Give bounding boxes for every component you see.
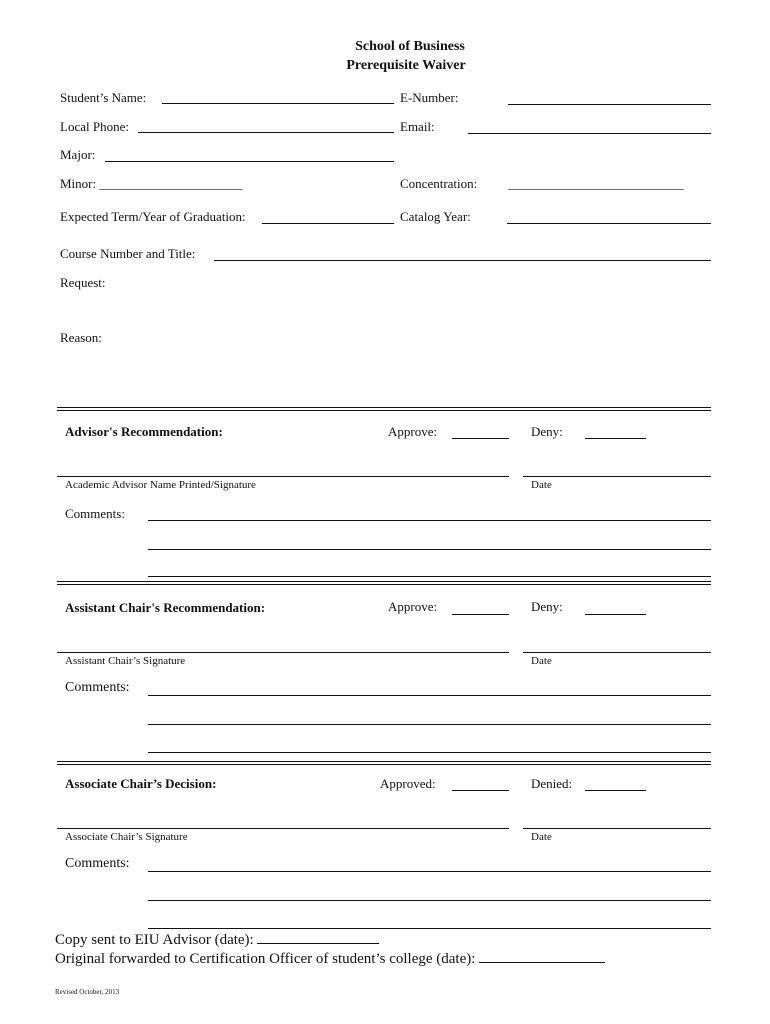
advisor-deny-label: Deny:: [531, 424, 563, 439]
catalog-year-field[interactable]: [507, 210, 711, 224]
catalog-year-label: Catalog Year:: [400, 209, 471, 224]
associate-chair-heading: Associate Chair’s Decision:: [65, 776, 217, 791]
original-forwarded-line: [55, 949, 605, 968]
associate-chair-approved-field[interactable]: [452, 777, 509, 791]
assistant-chair-comment-line[interactable]: [148, 752, 711, 753]
associate-chair-denied-field[interactable]: [585, 777, 646, 791]
section-divider-advisor: [57, 407, 711, 411]
enumber-label: E-Number:: [400, 90, 459, 105]
advisor-approve-label: Approve:: [388, 424, 438, 439]
associate-chair-comment-line[interactable]: [148, 900, 711, 901]
advisor-deny-field[interactable]: [585, 425, 646, 439]
associate-chair-denied-label: Denied:: [531, 776, 573, 791]
assistant-chair-approve-label: Approve:: [388, 599, 438, 614]
major-label: Major:: [60, 147, 96, 162]
assistant-chair-deny-label: Deny:: [531, 599, 563, 614]
advisor-heading: Advisor's Recommendation:: [65, 424, 223, 439]
form-title: Prerequisite Waiver: [346, 58, 466, 73]
advisor-approve-field[interactable]: [452, 425, 509, 439]
assistant-chair-signature-line[interactable]: [57, 652, 509, 653]
concentration-label: Concentration:: [400, 176, 478, 191]
major-field[interactable]: [105, 148, 394, 162]
assistant-chair-date-line[interactable]: [523, 652, 711, 653]
assistant-chair-deny-field[interactable]: [585, 601, 646, 615]
original-forwarded-label: Original forwarded to Certification Officer of student’s college (date):: [55, 951, 476, 967]
associate-chair-signature-line[interactable]: [57, 828, 509, 829]
reason-label: Reason:: [60, 330, 102, 345]
advisor-signature-line[interactable]: [57, 476, 509, 477]
copy-sent-label: Copy sent to EIU Advisor (date):: [55, 932, 254, 948]
copy-sent-line: [55, 930, 379, 949]
associate-chair-approved-label: Approved:: [380, 776, 436, 791]
associate-chair-signature-caption: Associate Chair’s Signature: [65, 831, 188, 843]
assistant-chair-heading: Assistant Chair's Recommendation:: [65, 600, 266, 615]
course-field[interactable]: [214, 247, 711, 261]
assistant-chair-comments-label: Comments:: [65, 680, 130, 695]
advisor-date-line[interactable]: [523, 476, 711, 477]
advisor-signature-caption: Academic Advisor Name Printed/Signature: [65, 479, 256, 491]
assistant-chair-comment-line[interactable]: [148, 724, 711, 725]
course-label: Course Number and Title:: [60, 246, 196, 261]
local-phone-label: Local Phone:: [60, 119, 129, 134]
school-name: School of Business: [355, 39, 465, 54]
local-phone-field[interactable]: [138, 119, 394, 133]
associate-chair-date-line[interactable]: [523, 828, 711, 829]
associate-chair-date-caption: Date: [531, 831, 552, 843]
enumber-field[interactable]: [508, 91, 711, 105]
concentration-field[interactable]: ___________________________: [508, 176, 684, 191]
advisor-comment-line[interactable]: [148, 549, 711, 550]
associate-chair-comments-label: Comments:: [65, 856, 130, 871]
copy-sent-date-field[interactable]: [257, 930, 379, 944]
graduation-field[interactable]: [262, 210, 394, 224]
advisor-comments-label: Comments:: [65, 506, 125, 521]
assistant-chair-approve-field[interactable]: [452, 601, 509, 615]
assistant-chair-comment-line[interactable]: [148, 695, 711, 696]
minor-label[interactable]: Minor: ______________________: [60, 176, 243, 191]
student-name-label: Student’s Name:: [60, 90, 147, 105]
assistant-chair-date-caption: Date: [531, 655, 552, 667]
original-forwarded-date-field[interactable]: [479, 949, 605, 963]
graduation-label: Expected Term/Year of Graduation:: [60, 209, 246, 224]
section-divider-assistant-chair: [57, 581, 711, 585]
revision-note: Revised October, 2013: [55, 988, 120, 996]
associate-chair-comment-line[interactable]: [148, 928, 711, 929]
request-label: Request:: [60, 275, 106, 290]
advisor-comment-line[interactable]: [148, 520, 711, 521]
assistant-chair-signature-caption: Assistant Chair’s Signature: [65, 655, 186, 667]
advisor-comment-line[interactable]: [148, 576, 711, 577]
advisor-date-caption: Date: [531, 479, 552, 491]
email-label: Email:: [400, 119, 435, 134]
section-divider-associate-chair: [57, 761, 711, 765]
associate-chair-comment-line[interactable]: [148, 871, 711, 872]
email-field[interactable]: [468, 120, 711, 134]
student-name-field[interactable]: [162, 90, 394, 104]
